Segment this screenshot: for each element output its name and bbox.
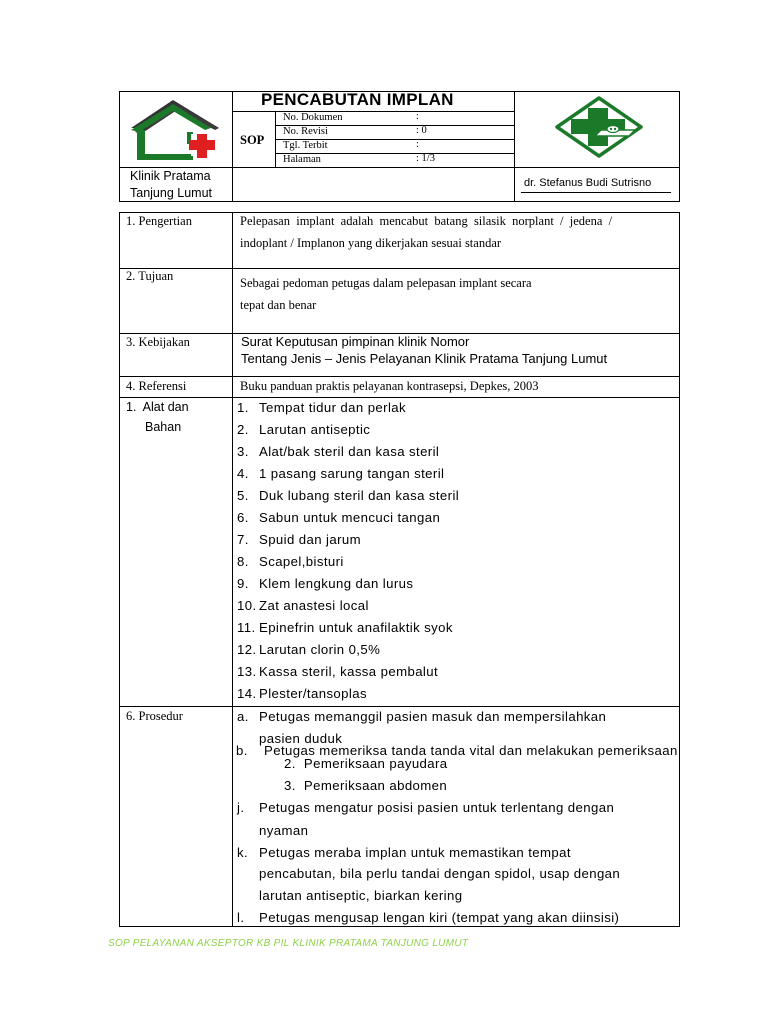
alat-item-text: Spuid dan jarum xyxy=(259,532,362,547)
pengertian-line2: indoplant / Implanon yang dikerjakan sesuai standar xyxy=(240,236,502,250)
kebijakan-line1: Surat Keputusan pimpinan klinik Nomor xyxy=(241,334,470,349)
tujuan-line2: tepat dan benar xyxy=(240,298,317,312)
alat-item-text: Scapel,bisturi xyxy=(259,554,344,569)
prosedur-a-line1: Petugas memanggil pasien masuk dan mempersilahkan xyxy=(259,709,607,724)
alat-item-number: 4. xyxy=(237,466,249,481)
meta-label-revisi: No. Revisi xyxy=(283,126,328,137)
alat-item-text: Plester/tansoplas xyxy=(259,686,367,701)
footer-text: SOP PELAYANAN AKSEPTOR KB PIL KLINIK PRATAMA TANJUNG LUMUT xyxy=(108,938,469,949)
prosedur-j-line1: Petugas mengatur posisi pasien untuk terlentang dengan xyxy=(259,800,615,815)
alat-item-text: Larutan antiseptic xyxy=(259,422,371,437)
prosedur-sub-2: 2. Pemeriksaan payudara xyxy=(284,756,448,771)
prosedur-k-line1: Petugas meraba implan untuk memastikan tempat xyxy=(259,845,571,860)
header-right-border xyxy=(679,91,680,202)
prosedur-l-marker: l. xyxy=(237,910,245,925)
clipped-text-artifact: b. Petugas memeriksa tanda tanda vital dan melakukan pemeriksaan xyxy=(236,743,678,758)
alat-item-text: Tempat tidur dan perlak xyxy=(259,400,407,415)
prosedur-sub-3: 3. Pemeriksaan abdomen xyxy=(284,778,448,793)
prosedur-a-marker: a. xyxy=(237,709,249,724)
prosedur-k-line2: pencabutan, bila perlu tandai dengan spidol, usap dengan xyxy=(259,866,621,881)
alat-item-number: 12. xyxy=(237,642,257,657)
tujuan-line1: Sebagai pedoman petugas dalam pelepasan implant secara xyxy=(240,276,532,290)
alat-item-number: 8. xyxy=(237,554,249,569)
alat-item-number: 7. xyxy=(237,532,249,547)
alat-item-number: 3. xyxy=(237,444,249,459)
alat-item-number: 1. xyxy=(237,400,249,415)
alat-item-number: 14. xyxy=(237,686,257,701)
label-referensi: 4. Referensi xyxy=(126,379,187,393)
referensi-text: Buku panduan praktis pelayanan kontrasepsi, Depkes, 2003 xyxy=(240,379,539,393)
label-tujuan: 2. Tujuan xyxy=(126,269,174,283)
header-left-border xyxy=(119,91,120,202)
alat-item-number: 2. xyxy=(237,422,249,437)
label-alat-line1: 1. Alat dan xyxy=(126,400,189,414)
label-kebijakan: 3. Kebijakan xyxy=(126,335,190,349)
prosedur-a-line2: pasien duduk xyxy=(259,731,343,746)
clinic-name-line1: Klinik Pratama xyxy=(130,169,211,183)
pengertian-line1: Pelepasan implant adalah mencabut batang silasik norplant / jedena / xyxy=(240,214,613,228)
alat-item-text: Zat anastesi local xyxy=(259,598,369,613)
page-title: PENCABUTAN IMPLAN xyxy=(261,90,454,109)
meta-value-halaman: : 1/3 xyxy=(416,153,435,164)
clinic-name-line2: Tanjung Lumut xyxy=(130,186,213,200)
signer-underline xyxy=(521,192,671,193)
alat-item-number: 13. xyxy=(237,664,257,679)
prosedur-j-marker: j. xyxy=(237,800,245,815)
alat-item-number: 6. xyxy=(237,510,249,525)
alat-item-text: Duk lubang steril dan kasa steril xyxy=(259,488,460,503)
sop-label: SOP xyxy=(240,133,265,147)
signer-name: dr. Stefanus Budi Sutrisno xyxy=(524,177,652,189)
alat-item-text: Epinefrin untuk anafilaktik syok xyxy=(259,620,453,635)
meta-value-terbit: : xyxy=(416,139,419,150)
meta-label-halaman: Halaman xyxy=(283,154,321,165)
alat-item-text: Klem lengkung dan lurus xyxy=(259,576,414,591)
health-cross-logo-icon xyxy=(555,96,643,158)
label-pengertian: 1. Pengertian xyxy=(126,214,192,228)
alat-item-text: Sabun untuk mencuci tangan xyxy=(259,510,441,525)
clinic-house-logo-icon xyxy=(127,98,221,162)
prosedur-k-marker: k. xyxy=(237,845,249,860)
alat-item-text: 1 pasang sarung tangan steril xyxy=(259,466,445,481)
alat-item-number: 5. xyxy=(237,488,249,503)
meta-value-revisi: : 0 xyxy=(416,125,427,136)
alat-item-number: 9. xyxy=(237,576,249,591)
prosedur-k-line3: larutan antiseptic, biarkan kering xyxy=(259,888,463,903)
kebijakan-line2: Tentang Jenis – Jenis Pelayanan Klinik Pratama Tanjung Lumut xyxy=(241,351,608,366)
alat-item-number: 11. xyxy=(237,620,256,635)
prosedur-l-line1: Petugas mengusap lengan kiri (tempat yang akan diinsisi) xyxy=(259,910,620,925)
label-alat-line2: Bahan xyxy=(145,420,182,434)
label-prosedur: 6. Prosedur xyxy=(126,709,183,723)
header-bottom-border xyxy=(119,201,680,202)
meta-label-dokumen: No. Dokumen xyxy=(283,112,343,123)
alat-item-text: Larutan clorin 0,5% xyxy=(259,642,381,657)
prosedur-j-line2: nyaman xyxy=(259,823,309,838)
meta-value-dokumen: : xyxy=(416,111,419,122)
alat-item-text: Kassa steril, kassa pembalut xyxy=(259,664,439,679)
alat-item-number: 10. xyxy=(237,598,257,613)
alat-item-text: Alat/bak steril dan kasa steril xyxy=(259,444,440,459)
meta-label-terbit: Tgl. Terbit xyxy=(283,140,328,151)
